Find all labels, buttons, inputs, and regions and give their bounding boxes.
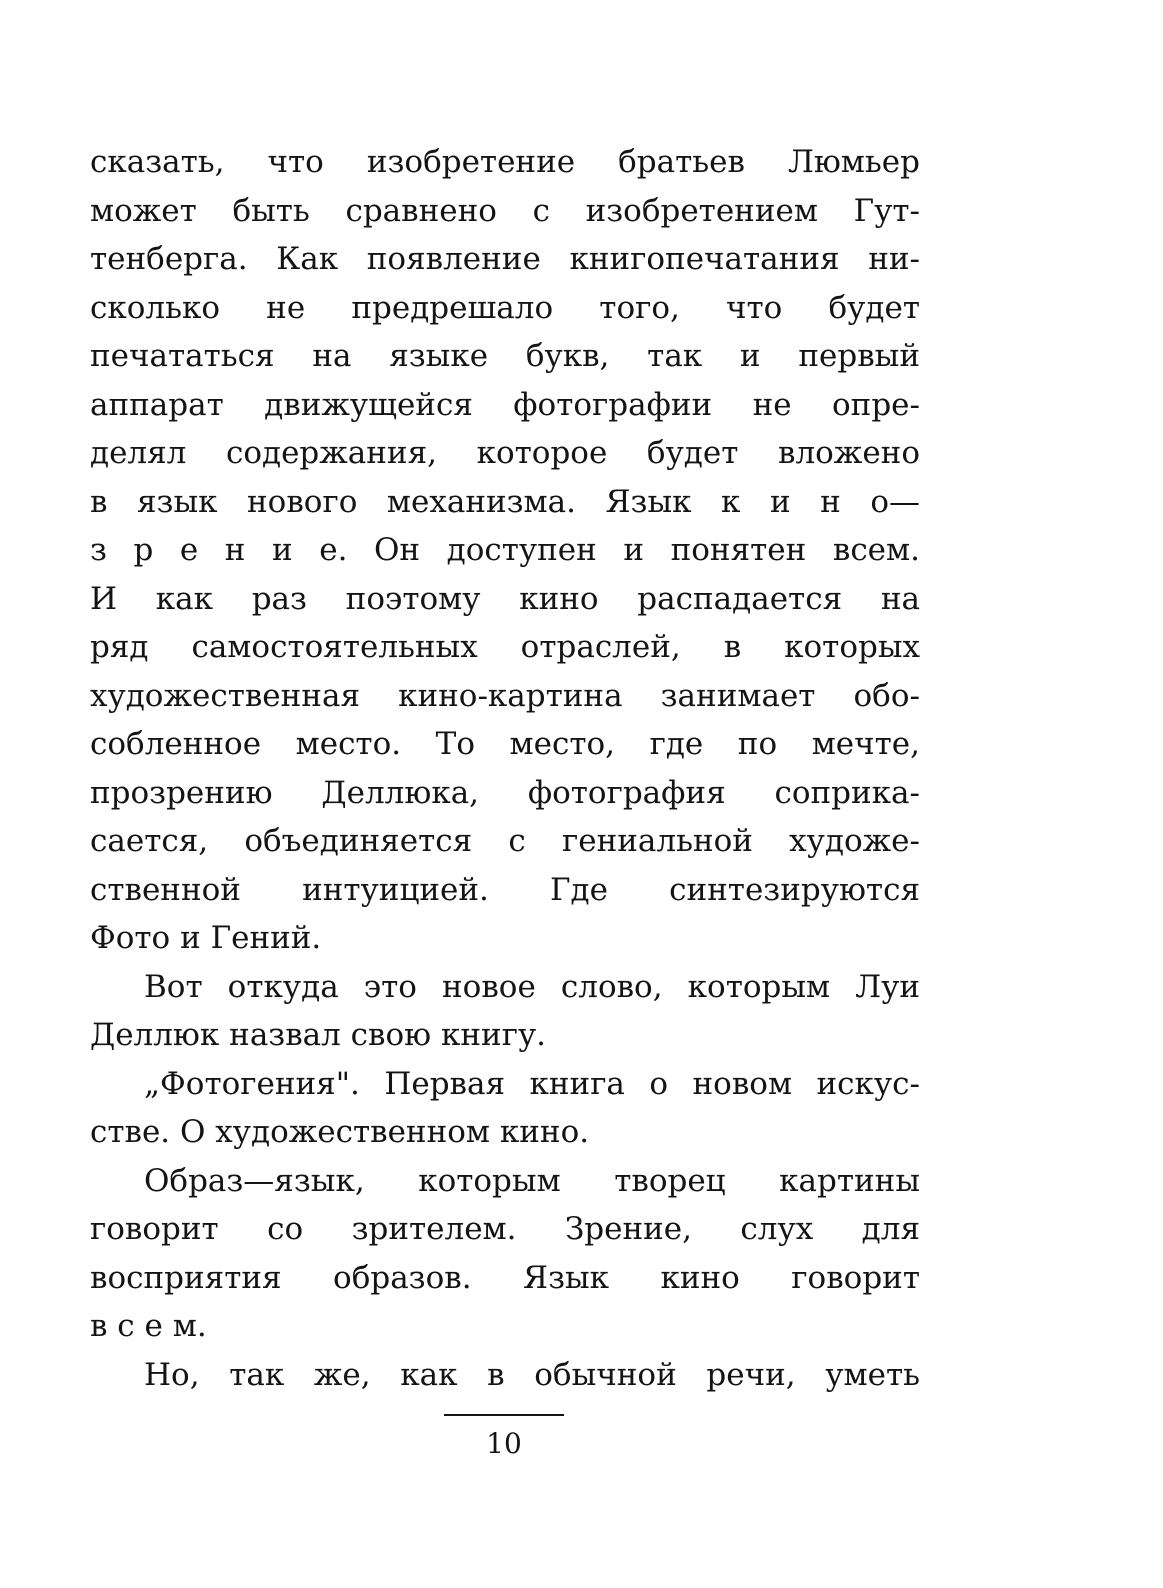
text-line: говорит со зрителем. Зрение, слух для <box>90 1211 920 1247</box>
text-line: И как раз поэтому кино распадается на <box>90 580 920 617</box>
text-line: сается, объединяется с гениальной художе- <box>90 823 920 859</box>
text-line: Но, так же, как в обычной речи, уметь <box>144 1356 920 1393</box>
text-line: тенберга. Как появление книгопечатания ни- <box>90 241 920 277</box>
text-line: Образ—язык, которым творец картины <box>144 1162 920 1199</box>
text-line: „Фотогения". Первая книга о новом искус- <box>144 1065 920 1102</box>
text-line: может быть сравнено с изобретением Гут- <box>90 192 920 229</box>
text-line: художественная кино-картина занимает обо- <box>90 677 920 714</box>
text-line: аппарат движущейся фотографии не опре- <box>90 386 920 423</box>
text-line: Вот откуда это новое слово, которым Луи <box>144 968 920 1005</box>
text-line: Фото и Гений. <box>90 920 322 956</box>
body-text <box>90 138 920 1399</box>
text-line: восприятия образов. Язык кино говорит <box>90 1259 920 1296</box>
text-line: делял содержания, которое будет вложено <box>90 435 920 471</box>
text-line: прозрению Деллюка, фотография соприка- <box>90 774 920 811</box>
text-line: в с е м. <box>90 1308 207 1344</box>
text-line: сказать, что изобретение братьев Люмьер <box>90 144 920 180</box>
text-line: стве. О художественном кино. <box>90 1114 590 1150</box>
text-line: собленное место. То место, где по мечте, <box>90 726 920 762</box>
text-line: сколько не предрешало того, что будет <box>90 289 920 326</box>
footer-rule <box>444 1414 564 1416</box>
page-number: 10 <box>486 1427 522 1460</box>
text-line: ственной интуицией. Где синтезируются <box>90 871 920 908</box>
text-line: Деллюк назвал свою книгу. <box>90 1017 547 1053</box>
text-line: ряд самостоятельных отраслей, в которых <box>90 629 920 665</box>
text-line: в язык нового механизма. Язык к и н о— <box>90 483 920 520</box>
text-line: печататься на языке букв, так и первый <box>90 338 920 374</box>
text-line: з р е н и е. Он доступен и понятен всем. <box>90 532 920 568</box>
